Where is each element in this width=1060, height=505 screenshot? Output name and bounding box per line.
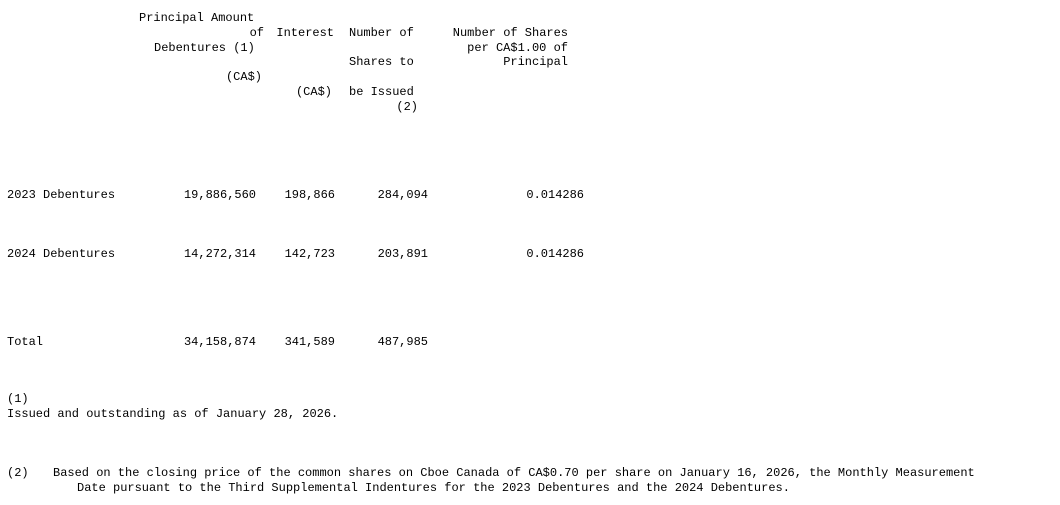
footnote-2-marker: (2) (7, 466, 29, 480)
header-interest-line1: Interest (276, 26, 334, 40)
header-shares-note: (2) (396, 100, 418, 114)
total-principal: 34,158,874 (183, 335, 256, 349)
row-label: 2024 Debentures (7, 247, 116, 261)
row-label: 2023 Debentures (7, 188, 116, 202)
footnote-1-marker: (1) (7, 392, 29, 406)
header-shares-line1: Number of (349, 26, 414, 40)
header-shares-line3: be Issued (349, 85, 414, 99)
row-interest: 142,723 (284, 247, 335, 261)
header-principal-line1: Principal Amount (139, 11, 255, 25)
row-per: 0.014286 (526, 247, 584, 261)
header-principal-unit: (CA$) (225, 70, 262, 84)
header-interest-unit: (CA$) (295, 85, 332, 99)
total-label: Total (7, 335, 44, 349)
header-principal-line3: Debentures (1) (154, 41, 255, 55)
header-shares-line2: Shares to (349, 55, 414, 69)
row-shares: 284,094 (377, 188, 428, 202)
row-interest: 198,866 (284, 188, 335, 202)
header-per-line2: per CA$1.00 of (467, 41, 568, 55)
footnote-1-text: Issued and outstanding as of January 28, 2026. (7, 407, 339, 421)
header-principal-line2: of (249, 26, 264, 40)
row-per: 0.014286 (526, 188, 584, 202)
footnote-2-text-line2: Date pursuant to the Third Supplemental Indentures for the 2023 Debentures and the 2024 Debentures. (77, 481, 790, 495)
footnote-2-text-line1: Based on the closing price of the common shares on Cboe Canada of CA$0.70 per share on January 16, 2026, the Monthly Measurement (53, 466, 975, 480)
row-principal: 14,272,314 (183, 247, 256, 261)
total-interest: 341,589 (284, 335, 335, 349)
row-principal: 19,886,560 (183, 188, 256, 202)
row-shares: 203,891 (377, 247, 428, 261)
total-shares: 487,985 (377, 335, 428, 349)
header-per-line3: Principal (503, 55, 568, 69)
header-per-line1: Number of Shares (452, 26, 568, 40)
